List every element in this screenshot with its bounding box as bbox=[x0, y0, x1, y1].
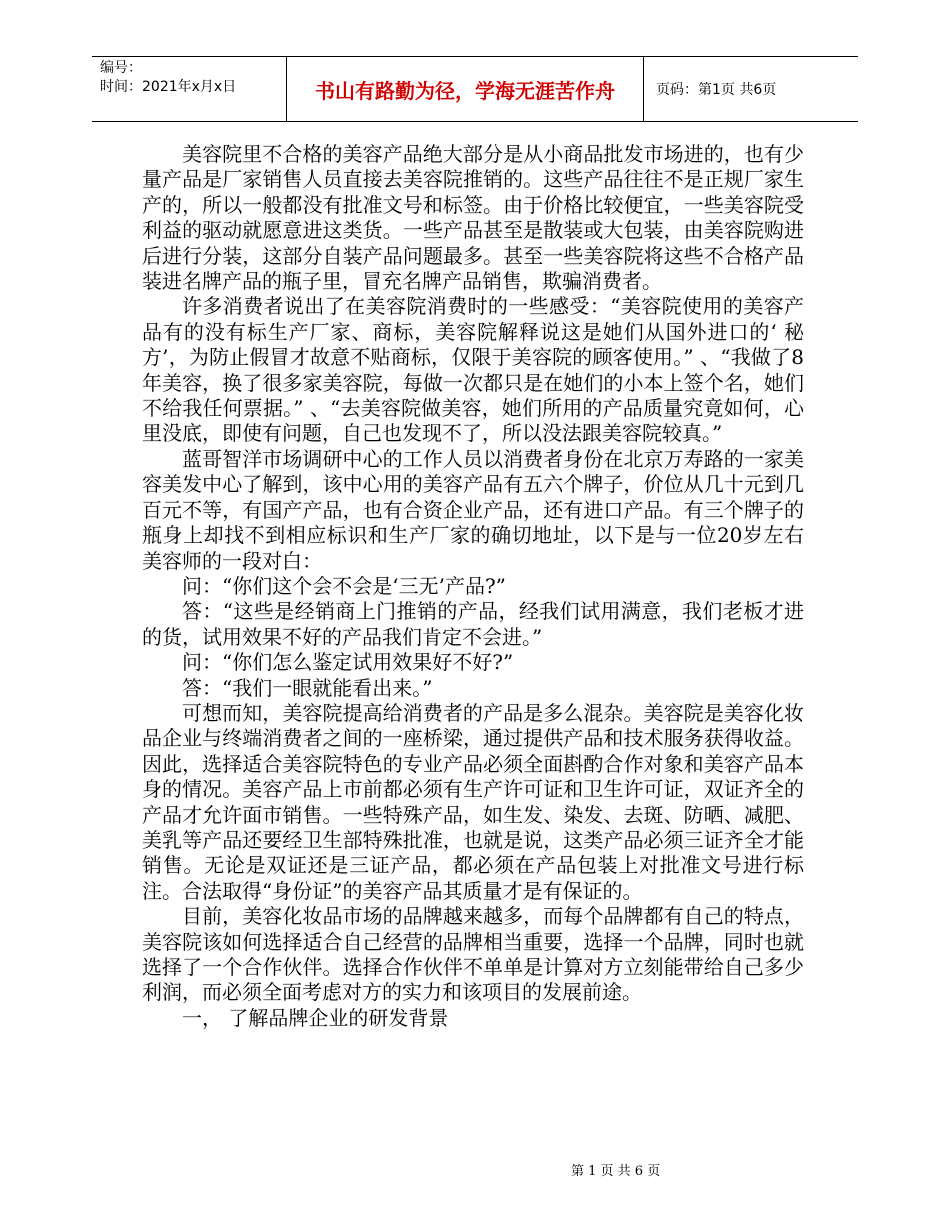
page-header bbox=[92, 56, 858, 122]
header-meta bbox=[92, 57, 286, 121]
dialogue-answer-1: 答：“这些是经销商上门推销的产品，经我们试用满意，我们老板才进的货，试用效果不好的产品我们肯定不会进。” bbox=[142, 599, 804, 649]
document-body bbox=[142, 142, 804, 1031]
paragraph-1: 美容院里不合格的美容产品绝大部分是从小商品批发市场进的，也有少量产品是厂家销售人员直接去美容院推销的。这些产品往往不是正规厂家生产的，所以一般都没有批准文号和标签。由于价格比较便宜，一些美容院受利益的驱动就愿意进这类货。一些产品甚至是散装或大包装，由美容院购进后进行分装，这部分自装产品问题最多。甚至一些美容院将这些不合格产品装进名牌产品的瓶子里，冒充名牌产品销售，欺骗消费者。 bbox=[142, 142, 804, 294]
section-heading: 一， 了解品牌企业的研发背景 bbox=[182, 1005, 449, 1030]
header-motto: 书山有路勤为径，学海无涯苦作舟 bbox=[286, 57, 644, 121]
dialogue-answer-2: 答：“我们一眼就能看出来。” bbox=[182, 675, 433, 700]
document-number-label: 编号： bbox=[100, 60, 142, 76]
header-page-info: 页码：第1页 共6页 bbox=[656, 82, 777, 98]
paragraph-5: 目前，美容化妆品市场的品牌越来越多，而每个品牌都有自己的特点，美容院该如何选择适合自己经营的品牌相当重要，选择一个品牌，同时也就选择了一个合作伙伴。选择合作伙伴不单单是计算对方立刻能带给自己多少利润，而必须全面考虑对方的实力和该项目的发展前途。 bbox=[142, 904, 804, 1005]
document-time-label: 时间：2021年x月x日 bbox=[100, 79, 237, 95]
paragraph-3: 蓝哥智洋市场调研中心的工作人员以消费者身份在北京万寿路的一家美容美发中心了解到，该中心用的美容产品有五六个牌子，价位从几十元到几百元不等，有国产产品，也有合资企业产品，还有进口产品。有三个牌子的瓶身上却找不到相应标识和生产厂家的确切地址，以下是与一位20岁左右美容师的一段对白： bbox=[142, 446, 804, 573]
paragraph-4: 可想而知，美容院提高给消费者的产品是多么混杂。美容院是美容化妆品企业与终端消费者之间的一座桥梁，通过提供产品和技术服务获得收益。因此，选择适合美容院特色的专业产品必须全面斟酌合作对象和美容产品本身的情况。美容产品上市前都必须有生产许可证和卫生许可证，双证齐全的产品才允许面市销售。一些特殊产品，如生发、染发、去斑、防晒、减肥、美乳等产品还要经卫生部特殊批准，也就是说，这类产品必须三证齐全才能销售。无论是双证还是三证产品，都必须在产品包装上对批准文号进行标注。合法取得“身份证”的美容产品其质量才是有保证的。 bbox=[142, 700, 804, 903]
paragraph-2: 许多消费者说出了在美容院消费时的一些感受：“美容院使用的美容产品有的没有标生产厂家、商标，美容院解释说这是她们从国外进口的‘ 秘方’，为防止假冒才故意不贴商标，仅限于美容院的顾客使用。” 、“我做了8年美容，换了很多家美容院，每做一次都只是在她们的小本上签个名，她们不给我任何票据。” 、“去美容院做美容，她们所用的产品质量究竟如何，心里没底，即使有问题，自己也发现不了，所以没法跟美容院较真。” bbox=[142, 294, 804, 446]
dialogue-question-2: 问：“你们怎么鉴定试用效果好不好?” bbox=[182, 650, 514, 675]
dialogue-question-1: 问：“你们这个会不会是‘三无’产品?” bbox=[182, 573, 506, 598]
page-footer: 第 1 页 共 6 页 bbox=[571, 1164, 661, 1179]
